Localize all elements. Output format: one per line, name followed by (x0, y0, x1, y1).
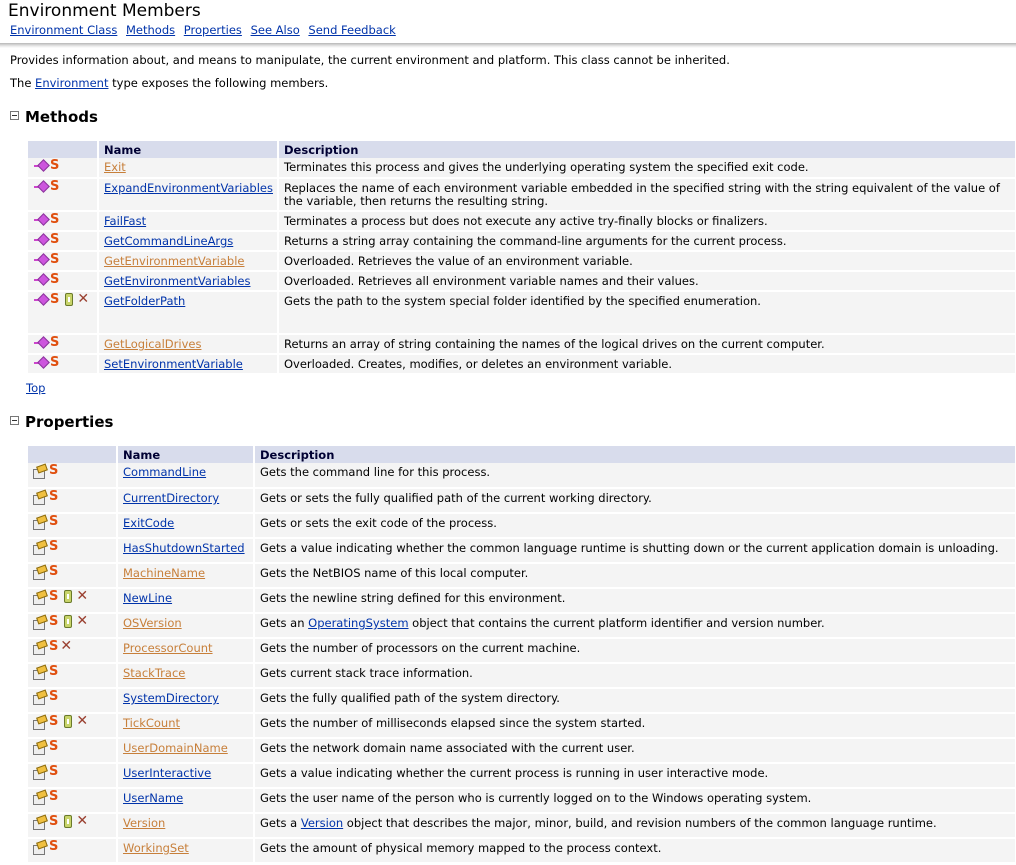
member-icons (28, 788, 117, 813)
property-row (28, 713, 1016, 738)
method-row (28, 334, 1016, 354)
static-icon: S (49, 689, 59, 704)
member-description: Gets the fully qualified path of the system directory. (254, 688, 1016, 713)
methods-table (28, 141, 1016, 375)
link-see-also[interactable]: See Also (250, 23, 300, 37)
method-icon (32, 357, 48, 369)
exposes-prefix: The (10, 76, 36, 90)
method-row (28, 354, 1016, 374)
member-description: Gets the user name of the person who is currently logged on to the Windows operating system. (254, 788, 1016, 813)
member-description: Overloaded. Retrieves the value of an environment variable. (278, 251, 1016, 271)
member-description: Gets or sets the fully qualified path of the current working directory. (254, 488, 1016, 513)
property-row (28, 688, 1016, 713)
property-icon (32, 841, 47, 854)
member-link[interactable]: ProcessorCount (123, 641, 213, 655)
icon-column-header (28, 446, 117, 463)
static-icon: S (49, 539, 59, 554)
member-name-cell (98, 271, 278, 291)
description-prefix: Gets an (260, 616, 309, 630)
method-icon (32, 274, 48, 286)
static-icon: S (50, 355, 60, 370)
property-icon (32, 465, 47, 478)
member-icons (28, 663, 117, 688)
member-link[interactable]: ExpandEnvironmentVariables (104, 181, 273, 195)
property-icon (32, 716, 47, 729)
property-icon (32, 766, 47, 779)
property-row (28, 563, 1016, 588)
member-link[interactable]: GetFolderPath (104, 294, 186, 308)
property-icon (32, 491, 47, 504)
member-icons (28, 231, 98, 251)
member-name-cell (117, 838, 254, 863)
static-icon: S (49, 664, 59, 679)
member-description (254, 813, 1016, 838)
methods-section-heading[interactable] (10, 108, 98, 126)
method-row (28, 158, 1016, 178)
static-icon: S (50, 335, 60, 350)
member-icons (28, 813, 117, 838)
static-icon: S (49, 639, 59, 654)
collapse-icon[interactable] (10, 416, 19, 425)
method-row (28, 291, 1016, 334)
static-icon: S (50, 272, 60, 287)
name-column-header: Name (98, 141, 278, 158)
member-link[interactable]: Exit (104, 160, 126, 174)
property-icon (32, 791, 47, 804)
method-row (28, 178, 1016, 211)
compact-framework-icon (64, 815, 72, 828)
member-name-cell (117, 538, 254, 563)
properties-header-row (28, 446, 1016, 463)
static-icon: S (49, 739, 59, 754)
member-description: Gets a value indicating whether the current process is running in user interactive mode. (254, 763, 1016, 788)
static-icon: S (49, 564, 59, 579)
member-link[interactable]: SystemDirectory (123, 691, 219, 705)
collapse-icon[interactable] (10, 111, 19, 120)
method-icon (32, 181, 48, 193)
exposes-suffix: type exposes the following members. (108, 76, 329, 90)
method-icon (32, 214, 48, 226)
member-name-cell (98, 211, 278, 231)
member-name-cell (117, 688, 254, 713)
xna-icon: ✕ (60, 638, 73, 654)
property-icon (32, 616, 47, 629)
member-description: Gets current stack trace information. (254, 663, 1016, 688)
member-name-cell (98, 158, 278, 178)
static-icon: S (49, 814, 59, 829)
member-name-cell (117, 788, 254, 813)
member-name-cell (117, 513, 254, 538)
name-column-header: Name (117, 446, 254, 463)
member-icons (28, 291, 98, 334)
xna-icon: ✕ (76, 613, 89, 629)
member-icons (28, 271, 98, 291)
static-icon: S (50, 212, 60, 227)
property-row (28, 663, 1016, 688)
static-icon: S (49, 789, 59, 804)
member-link[interactable]: UserName (123, 791, 184, 805)
static-icon: S (50, 292, 60, 307)
method-row (28, 231, 1016, 251)
member-link[interactable]: SetEnvironmentVariable (104, 357, 243, 371)
description-column-header: Description (278, 141, 1016, 158)
member-link[interactable]: MachineName (123, 566, 206, 580)
member-name-cell (98, 354, 278, 374)
property-row (28, 538, 1016, 563)
member-name-cell (117, 813, 254, 838)
member-icons (28, 763, 117, 788)
member-icons (28, 488, 117, 513)
member-icons (28, 211, 98, 231)
member-icons (28, 538, 117, 563)
property-icon (32, 641, 47, 654)
member-description: Gets the number of milliseconds elapsed since the system started. (254, 713, 1016, 738)
method-icon (32, 294, 48, 306)
member-description: Overloaded. Retrieves all environment variable names and their values. (278, 271, 1016, 291)
member-description: Terminates this process and gives the underlying operating system the specified exit code. (278, 158, 1016, 178)
static-icon: S (49, 589, 59, 604)
member-icons (28, 513, 117, 538)
xna-icon: ✕ (76, 588, 89, 604)
member-link[interactable]: UserInteractive (123, 766, 212, 780)
member-icons (28, 178, 98, 211)
member-icons (28, 334, 98, 354)
member-name-cell (117, 463, 254, 488)
property-icon (32, 816, 47, 829)
property-row (28, 588, 1016, 613)
static-icon: S (49, 839, 59, 854)
property-icon (32, 666, 47, 679)
member-description: Gets the NetBIOS name of this local computer. (254, 563, 1016, 588)
icon-column-header (28, 141, 98, 158)
method-row (28, 251, 1016, 271)
compact-framework-icon (64, 590, 72, 603)
member-name-cell (117, 638, 254, 663)
member-description: Gets a value indicating whether the common language runtime is shutting down or the current application domain is unloading. (254, 538, 1016, 563)
member-name-cell (117, 563, 254, 588)
property-icon (32, 591, 47, 604)
member-description: Gets the number of processors on the current machine. (254, 638, 1016, 663)
description-link[interactable]: Version (300, 816, 344, 830)
member-link[interactable]: GetLogicalDrives (104, 337, 202, 351)
member-name-cell (98, 334, 278, 354)
method-icon (32, 337, 48, 349)
static-icon: S (49, 463, 59, 478)
member-link[interactable]: StackTrace (123, 666, 186, 680)
member-link[interactable]: GetCommandLineArgs (104, 234, 234, 248)
member-link[interactable]: GetEnvironmentVariable (104, 254, 245, 268)
description-prefix: Gets a (260, 816, 301, 830)
property-row (28, 788, 1016, 813)
description-column-header: Description (254, 446, 1016, 463)
member-description: Returns an array of string containing the names of the logical drives on the current computer. (278, 334, 1016, 354)
member-icons (28, 738, 117, 763)
link-send-feedback[interactable]: Send Feedback (308, 23, 396, 37)
top-link[interactable]: Top (26, 381, 46, 395)
header-nav (10, 23, 401, 37)
member-icons (28, 613, 117, 638)
link-environment-class[interactable]: Environment Class (10, 23, 118, 37)
member-link[interactable]: FailFast (104, 214, 147, 228)
xna-icon: ✕ (76, 813, 89, 829)
description-suffix: object that describes the major, minor, build, and revision numbers of the common language runtime. (343, 816, 937, 830)
method-row (28, 211, 1016, 231)
property-row (28, 488, 1016, 513)
member-description (254, 613, 1016, 638)
description-suffix: object that contains the current platform identifier and version number. (408, 616, 825, 630)
member-link[interactable]: ExitCode (123, 516, 175, 530)
member-name-cell (117, 738, 254, 763)
member-name-cell (117, 763, 254, 788)
static-icon: S (49, 514, 59, 529)
property-row (28, 638, 1016, 663)
link-environment-type[interactable]: Environment (35, 76, 109, 90)
method-row (28, 271, 1016, 291)
member-icons (28, 158, 98, 178)
property-row (28, 613, 1016, 638)
property-icon (32, 741, 47, 754)
property-icon (32, 691, 47, 704)
member-name-cell (98, 231, 278, 251)
member-icons (28, 638, 117, 663)
link-methods[interactable]: Methods (126, 23, 176, 37)
exposes-text (10, 76, 328, 90)
xna-icon: ✕ (77, 291, 90, 307)
static-icon: S (50, 158, 60, 173)
class-summary: Provides information about, and means to manipulate, the current environment and platform. This class cannot be inherited. (10, 53, 730, 67)
member-name-cell (117, 663, 254, 688)
xna-icon: ✕ (76, 713, 89, 729)
member-description: Gets the amount of physical memory mapped to the process context. (254, 838, 1016, 863)
static-icon: S (50, 232, 60, 247)
member-description: Gets the network domain name associated with the current user. (254, 738, 1016, 763)
property-row (28, 738, 1016, 763)
compact-framework-icon (64, 715, 72, 728)
compact-framework-icon (64, 615, 72, 628)
property-icon (32, 516, 47, 529)
property-row (28, 813, 1016, 838)
static-icon: S (49, 764, 59, 779)
member-icons (28, 838, 117, 863)
member-link[interactable]: Version (123, 816, 166, 830)
static-icon: S (49, 614, 59, 629)
description-link[interactable]: OperatingSystem (308, 616, 409, 630)
property-row (28, 463, 1016, 488)
member-link[interactable]: CurrentDirectory (123, 491, 220, 505)
static-icon: S (49, 714, 59, 729)
member-name-cell (98, 251, 278, 271)
member-description: Gets the path to the system special folder identified by the specified enumeration. (278, 291, 1016, 334)
method-icon (32, 160, 48, 172)
member-description: Returns a string array containing the command-line arguments for the current process. (278, 231, 1016, 251)
property-row (28, 763, 1016, 788)
member-description: Gets the command line for this process. (254, 463, 1016, 488)
static-icon: S (49, 489, 59, 504)
member-link[interactable]: UserDomainName (123, 741, 228, 755)
member-name-cell (117, 713, 254, 738)
member-icons (28, 588, 117, 613)
member-name-cell (98, 291, 278, 334)
static-icon: S (50, 179, 60, 194)
member-icons (28, 251, 98, 271)
member-link[interactable]: NewLine (123, 591, 173, 605)
member-description: Terminates a process but does not execute any active try-finally blocks or finalizers. (278, 211, 1016, 231)
member-link[interactable]: OSVersion (123, 616, 182, 630)
member-icons (28, 713, 117, 738)
member-icons (28, 688, 117, 713)
member-icons (28, 563, 117, 588)
properties-heading-label: Properties (25, 413, 114, 431)
property-icon (32, 566, 47, 579)
header-divider (0, 43, 1016, 48)
methods-heading-label: Methods (25, 108, 98, 126)
member-link[interactable]: CommandLine (123, 465, 207, 479)
property-icon (32, 541, 47, 554)
properties-section-heading[interactable] (10, 413, 113, 431)
methods-header-row (28, 141, 1016, 158)
method-icon (32, 234, 48, 246)
static-icon: S (50, 252, 60, 267)
compact-framework-icon (65, 293, 73, 306)
member-link[interactable]: WorkingSet (123, 841, 189, 855)
page-header (0, 0, 1016, 46)
property-row (28, 513, 1016, 538)
page-title: Environment Members (8, 1, 201, 21)
member-name-cell (98, 178, 278, 211)
member-description: Replaces the name of each environment variable embedded in the specified string with the string equivalent of the value of the variable, then returns the resulting string. (278, 178, 1016, 211)
member-icons (28, 354, 98, 374)
link-properties[interactable]: Properties (183, 23, 242, 37)
member-link[interactable]: GetEnvironmentVariables (104, 274, 251, 288)
property-row (28, 838, 1016, 863)
member-link[interactable]: TickCount (123, 716, 181, 730)
method-icon (32, 254, 48, 266)
member-description: Overloaded. Creates, modifies, or deletes an environment variable. (278, 354, 1016, 374)
properties-table (28, 446, 1016, 864)
member-name-cell (117, 488, 254, 513)
member-description: Gets the newline string defined for this environment. (254, 588, 1016, 613)
member-link[interactable]: HasShutdownStarted (123, 541, 245, 555)
member-name-cell (117, 613, 254, 638)
member-icons (28, 463, 117, 488)
member-description: Gets or sets the exit code of the process. (254, 513, 1016, 538)
member-name-cell (117, 588, 254, 613)
